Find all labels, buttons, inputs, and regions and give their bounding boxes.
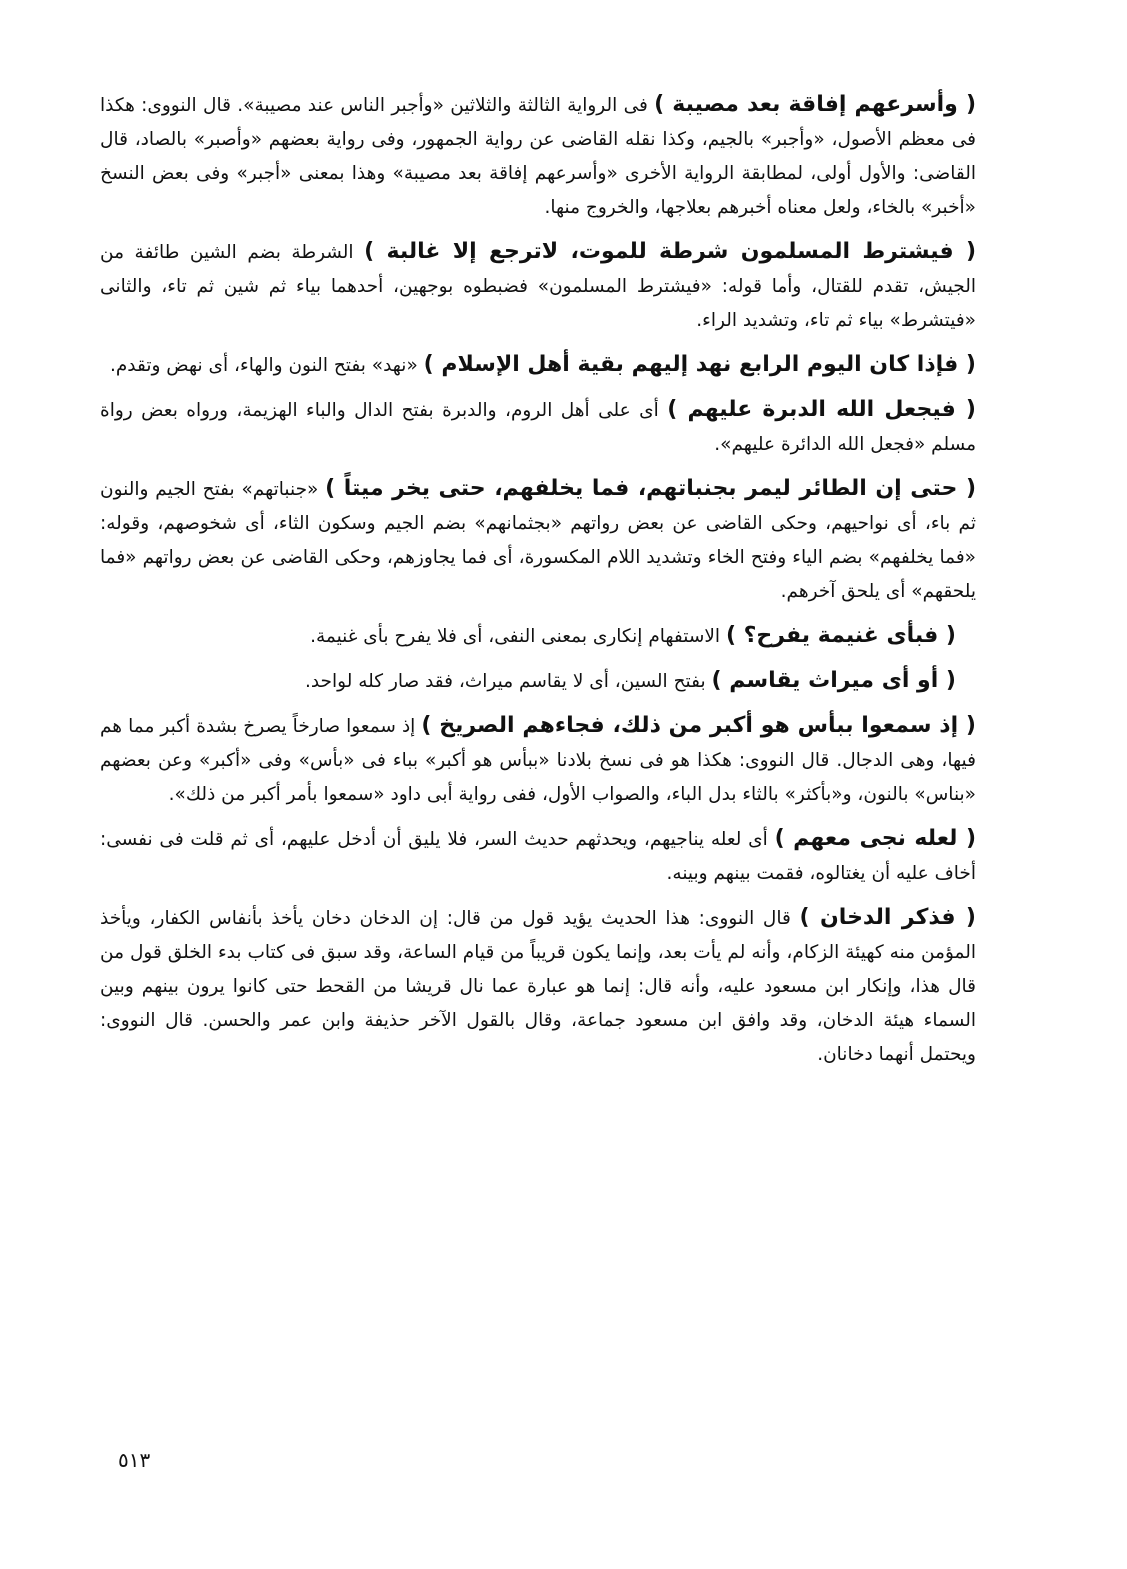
commentary-text-2: الشرطة بضم الشين طائفة من الجيش، تقدم للقتال، وأما قوله: «فيشترط المسلمون» فضبطوه بوجهين، أحدهما بياء ثم شين ثم تاء، والثانى «فيتشرط» بياء ثم تاء، وتشديد الراء. [100,242,976,331]
commentary-text-4: أى على أهل الروم، والدبرة بفتح الدال والباء الهزيمة، ورواه بعض رواة مسلم «فجعل الله الدائرة عليهم». [100,400,976,455]
commentary-text-9: أى لعله يناجيهم، ويحدثهم حديث السر، فلا يليق أن أدخل عليهم، أى ثم قلت فى نفسى: أخاف عليه أن يغتالوه، فقمت بينهم وبينه. [100,829,976,884]
hadith-phrase-1: ( وأسرعهم إفاقة بعد مصيبة ) [654,92,976,117]
commentary-text-10: قال النووى: هذا الحديث يؤيد قول من قال: إن الدخان دخان يأخذ بأنفاس الكفار، ويأخذ المؤمن منه كهيئة الزكام، وأنه لم يأت بعد، وإنما يكون قريباً من قيام الساعة، وقد سبق فى كتاب بدء الخلق قول من قال هذا، وإنكار ابن مسعود عليه، وأنه قال: إنما هو عبارة عما نال قريشا من القحط حتى كانوا يرون بينهم وبين السماء هيئة الدخان، وقد وافق ابن مسعود جماعة، وقال بالقول الآخر حذيفة وابن عمر والحسن. قال النووى: ويحتمل أنهما دخانان. [100,908,976,1065]
commentary-text-8: إذ سمعوا صارخاً يصرخ بشدة أكبر مما هم فيها، وهى الدجال. قال النووى: هكذا هو فى نسخ بلادنا «ببأس هو أكبر» بباء فى «بأس» وفى «أكبر» وعن بعضهم «بناس» بالنون، و«بأكثر» بالثاء بدل الباء، والصواب الأول، ففى رواية أبى داود «سمعوا بأمر أكبر من ذلك». [100,716,976,805]
commentary-paragraph-8 [100,709,976,812]
hadith-phrase-7: ( أو أى ميراث يقاسم ) [711,668,956,693]
hadith-phrase-2: ( فيشترط المسلمون شرطة للموت، لاترجع إلا غالبة ) [364,239,977,264]
commentary-paragraph-7 [100,664,976,699]
commentary-text-6: الاستفهام إنكارى بمعنى النفى، أى فلا يفرح بأى غنيمة. [310,626,726,647]
hadith-phrase-3: ( فإذا كان اليوم الرابع نهد إليهم بقية أهل الإسلام ) [423,352,976,377]
commentary-paragraph-10 [100,901,976,1072]
page-body [100,88,976,1082]
commentary-paragraph-4 [100,393,976,462]
commentary-paragraph-5 [100,472,976,609]
hadith-phrase-8: ( إذ سمعوا ببأس هو أكبر من ذلك، فجاءهم الصريخ ) [421,713,976,738]
commentary-text-7: بفتح السين، أى لا يقاسم ميراث، فقد صار كله لواحد. [304,671,712,692]
commentary-text-3: «نهد» بفتح النون والهاء، أى نهض وتقدم. [109,355,424,376]
commentary-text-1: فى الرواية الثالثة والثلاثين «وأجبر الناس عند مصيبة». قال النووى: هكذا فى معظم الأصول، «وأجبر» بالجيم، وكذا نقله القاضى عن رواية الجمهور، وفى رواية بعضهم «وأصبر» بالصاد، قال القاضى: والأول أولى، لمطابقة الرواية الأخرى «وأسرعهم إفاقة بعد مصيبة» وهذا بمعنى «أجبر» وفى بعض النسخ «أخبر» بالخاء، ولعل معناه أخبرهم بعلاجها، والخروج منها. [100,95,976,218]
commentary-paragraph-1 [100,88,976,225]
commentary-paragraph-2 [100,235,976,338]
commentary-text-5: «جنباتهم» بفتح الجيم والنون ثم باء، أى نواحيهم، وحكى القاضى عن بعض رواتهم «بجثمانهم» بضم الجيم وسكون الثاء، أى شخوصهم، وقوله: «فما يخلفهم» بضم الياء وفتح الخاء وتشديد اللام المكسورة، أى فما يجاوزهم، وحكى القاضى عن بعض رواتهم «فما يلحقهم» أى يلحق آخرهم. [100,479,976,602]
hadith-phrase-4: ( فيجعل الله الدبرة عليهم ) [667,397,976,422]
hadith-phrase-9: ( لعله نجى معهم ) [774,826,976,851]
hadith-phrase-5: ( حتى إن الطائر ليمر بجنباتهم، فما يخلفهم، حتى يخر ميتاً ) [325,476,976,501]
commentary-paragraph-3 [100,348,976,383]
hadith-phrase-10: ( فذكر الدخان ) [799,905,976,930]
commentary-paragraph-9 [100,822,976,891]
page-number: ٥١٣ [118,1448,151,1472]
commentary-paragraph-6 [100,619,976,654]
hadith-phrase-6: ( فبأى غنيمة يفرح؟ ) [725,623,956,648]
